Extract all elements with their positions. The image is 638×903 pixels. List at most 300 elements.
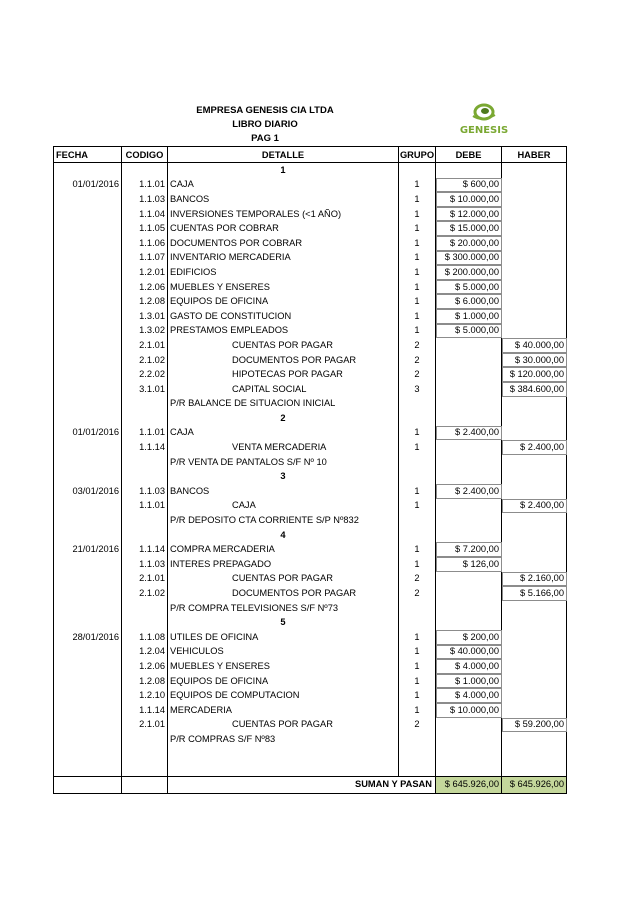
cell-debe: $ 5.000,00 bbox=[436, 280, 502, 295]
col-debe-header: DEBE bbox=[436, 147, 502, 163]
table-row bbox=[54, 353, 567, 368]
cell-debe: $ 200,00 bbox=[436, 630, 502, 645]
cell-haber bbox=[502, 207, 567, 222]
cell-debe: $ 4.000,00 bbox=[436, 659, 502, 674]
cell-detalle: PRESTAMOS EMPLEADOS bbox=[168, 324, 399, 339]
table-row bbox=[54, 426, 567, 441]
cell-haber bbox=[502, 411, 567, 426]
table-row bbox=[54, 586, 567, 601]
cell-grupo bbox=[399, 615, 436, 630]
cell-codigo bbox=[122, 761, 168, 776]
cell-fecha bbox=[54, 294, 122, 309]
cell-grupo bbox=[399, 163, 436, 178]
cell-fecha bbox=[54, 601, 122, 616]
cell-haber: $ 120.000,00 bbox=[502, 367, 567, 382]
cell-codigo bbox=[122, 513, 168, 528]
cell-fecha: 01/01/2016 bbox=[54, 178, 122, 193]
cell-grupo: 1 bbox=[399, 178, 436, 193]
cell-haber bbox=[502, 484, 567, 499]
cell-haber: $ 2.400,00 bbox=[502, 499, 567, 514]
entry-description-row bbox=[54, 601, 567, 616]
cell-grupo: 1 bbox=[399, 280, 436, 295]
cell-fecha bbox=[54, 674, 122, 689]
cell-fecha: 01/01/2016 bbox=[54, 426, 122, 441]
cell-debe: $ 1.000,00 bbox=[436, 674, 502, 689]
totals-fecha bbox=[54, 776, 122, 793]
cell-haber bbox=[502, 469, 567, 484]
cell-fecha bbox=[54, 732, 122, 747]
journal-table bbox=[53, 146, 567, 794]
cell-debe bbox=[436, 601, 502, 616]
cell-grupo: 2 bbox=[399, 367, 436, 382]
cell-debe: $ 600,00 bbox=[436, 178, 502, 193]
cell-haber: $ 5.166,00 bbox=[502, 586, 567, 601]
cell-codigo: 1.2.10 bbox=[122, 688, 168, 703]
cell-haber bbox=[502, 732, 567, 747]
cell-detalle: 5 bbox=[168, 615, 399, 630]
table-row bbox=[54, 557, 567, 572]
cell-debe bbox=[436, 747, 502, 762]
cell-debe bbox=[436, 455, 502, 470]
cell-debe bbox=[436, 732, 502, 747]
cell-haber: $ 384.600,00 bbox=[502, 382, 567, 397]
cell-detalle: CUENTAS POR COBRAR bbox=[168, 221, 399, 236]
cell-debe bbox=[436, 411, 502, 426]
cell-grupo: 1 bbox=[399, 703, 436, 718]
cell-fecha: 28/01/2016 bbox=[54, 630, 122, 645]
cell-detalle: 3 bbox=[168, 469, 399, 484]
cell-grupo: 1 bbox=[399, 265, 436, 280]
cell-detalle: P/R VENTA DE PANTALOS S/F Nº 10 bbox=[168, 455, 399, 470]
cell-grupo: 1 bbox=[399, 221, 436, 236]
cell-detalle: VEHICULOS bbox=[168, 645, 399, 660]
table-row bbox=[54, 207, 567, 222]
cell-haber bbox=[502, 251, 567, 266]
entry-number-row bbox=[54, 163, 567, 178]
cell-debe bbox=[436, 528, 502, 543]
cell-fecha bbox=[54, 221, 122, 236]
cell-codigo: 1.1.05 bbox=[122, 221, 168, 236]
cell-debe: $ 1.000,00 bbox=[436, 309, 502, 324]
cell-fecha bbox=[54, 324, 122, 339]
cell-debe bbox=[436, 718, 502, 733]
cell-haber bbox=[502, 236, 567, 251]
cell-detalle: BANCOS bbox=[168, 484, 399, 499]
cell-debe: $ 10.000,00 bbox=[436, 703, 502, 718]
cell-fecha bbox=[54, 615, 122, 630]
cell-haber bbox=[502, 455, 567, 470]
table-row bbox=[54, 484, 567, 499]
col-grupo-header: GRUPO bbox=[399, 147, 436, 163]
table-row bbox=[54, 367, 567, 382]
cell-debe: $ 5.000,00 bbox=[436, 324, 502, 339]
cell-haber bbox=[502, 513, 567, 528]
cell-grupo: 1 bbox=[399, 688, 436, 703]
table-row bbox=[54, 265, 567, 280]
cell-grupo bbox=[399, 513, 436, 528]
cell-grupo: 2 bbox=[399, 572, 436, 587]
table-row bbox=[54, 572, 567, 587]
cell-detalle: GASTO DE CONSTITUCION bbox=[168, 309, 399, 324]
cell-debe: $ 4.000,00 bbox=[436, 688, 502, 703]
cell-fecha bbox=[54, 688, 122, 703]
company-name: EMPRESA GENESIS CIA LTDA bbox=[196, 105, 334, 116]
entry-number-row bbox=[54, 411, 567, 426]
cell-fecha bbox=[54, 440, 122, 455]
table-row bbox=[54, 338, 567, 353]
cell-detalle: INVENTARIO MERCADERIA bbox=[168, 251, 399, 266]
col-detalle-header: DETALLE bbox=[168, 147, 399, 163]
cell-haber bbox=[502, 324, 567, 339]
cell-fecha bbox=[54, 265, 122, 280]
cell-debe bbox=[436, 499, 502, 514]
cell-detalle: EQUIPOS DE COMPUTACION bbox=[168, 688, 399, 703]
cell-detalle: DOCUMENTOS POR COBRAR bbox=[168, 236, 399, 251]
cell-haber: $ 30.000,00 bbox=[502, 353, 567, 368]
cell-debe bbox=[436, 761, 502, 776]
cell-haber bbox=[502, 265, 567, 280]
cell-detalle: EQUIPOS DE OFICINA bbox=[168, 294, 399, 309]
cell-fecha bbox=[54, 557, 122, 572]
cell-codigo bbox=[122, 615, 168, 630]
cell-haber bbox=[502, 163, 567, 178]
cell-debe: $ 7.200,00 bbox=[436, 542, 502, 557]
cell-haber bbox=[502, 178, 567, 193]
cell-grupo bbox=[399, 528, 436, 543]
cell-debe bbox=[436, 513, 502, 528]
cell-detalle: HIPOTECAS POR PAGAR bbox=[168, 367, 399, 382]
cell-fecha bbox=[54, 645, 122, 660]
cell-debe: $ 20.000,00 bbox=[436, 236, 502, 251]
cell-grupo: 1 bbox=[399, 324, 436, 339]
totals-codigo bbox=[122, 776, 168, 793]
cell-grupo: 1 bbox=[399, 499, 436, 514]
cell-debe bbox=[436, 615, 502, 630]
spacer-row bbox=[54, 761, 567, 776]
page-number: PAG 1 bbox=[251, 133, 279, 144]
cell-codigo: 2.1.01 bbox=[122, 718, 168, 733]
cell-grupo: 1 bbox=[399, 294, 436, 309]
cell-codigo: 1.2.08 bbox=[122, 674, 168, 689]
cell-haber bbox=[502, 294, 567, 309]
cell-fecha bbox=[54, 703, 122, 718]
cell-grupo bbox=[399, 411, 436, 426]
cell-detalle: MERCADERIA bbox=[168, 703, 399, 718]
entry-number-row bbox=[54, 615, 567, 630]
cell-fecha bbox=[54, 207, 122, 222]
cell-fecha bbox=[54, 236, 122, 251]
cell-debe: $ 126,00 bbox=[436, 557, 502, 572]
cell-detalle: P/R BALANCE DE SITUACION INICIAL bbox=[168, 397, 399, 412]
table-row bbox=[54, 221, 567, 236]
cell-fecha bbox=[54, 397, 122, 412]
cell-fecha bbox=[54, 747, 122, 762]
cell-haber bbox=[502, 397, 567, 412]
cell-detalle: MUEBLES Y ENSERES bbox=[168, 280, 399, 295]
table-row bbox=[54, 192, 567, 207]
cell-fecha: 21/01/2016 bbox=[54, 542, 122, 557]
cell-codigo: 3.1.01 bbox=[122, 382, 168, 397]
cell-codigo: 2.2.02 bbox=[122, 367, 168, 382]
cell-detalle: P/R COMPRAS S/F Nº83 bbox=[168, 732, 399, 747]
cell-debe: $ 12.000,00 bbox=[436, 207, 502, 222]
cell-grupo bbox=[399, 747, 436, 762]
col-fecha-header: FECHA bbox=[54, 147, 122, 163]
cell-grupo: 1 bbox=[399, 440, 436, 455]
cell-haber bbox=[502, 309, 567, 324]
cell-debe bbox=[436, 586, 502, 601]
cell-fecha bbox=[54, 499, 122, 514]
cell-debe: $ 300.000,00 bbox=[436, 251, 502, 266]
cell-codigo: 1.2.06 bbox=[122, 280, 168, 295]
genesis-swirl-icon bbox=[452, 102, 516, 140]
cell-grupo: 1 bbox=[399, 674, 436, 689]
totals-label: SUMAN Y PASAN bbox=[168, 776, 436, 793]
cell-debe: $ 10.000,00 bbox=[436, 192, 502, 207]
journal-body bbox=[54, 163, 567, 777]
cell-haber bbox=[502, 280, 567, 295]
total-haber: $ 645.926,00 bbox=[502, 776, 567, 793]
cell-fecha bbox=[54, 280, 122, 295]
cell-fecha bbox=[54, 572, 122, 587]
cell-grupo: 1 bbox=[399, 484, 436, 499]
cell-detalle: CUENTAS POR PAGAR bbox=[168, 718, 399, 733]
cell-haber bbox=[502, 601, 567, 616]
cell-fecha bbox=[54, 251, 122, 266]
cell-codigo: 1.2.01 bbox=[122, 265, 168, 280]
totals-row bbox=[54, 776, 567, 793]
col-haber-header: HABER bbox=[502, 147, 567, 163]
cell-debe: $ 200.000,00 bbox=[436, 265, 502, 280]
cell-codigo bbox=[122, 455, 168, 470]
table-row bbox=[54, 251, 567, 266]
cell-fecha bbox=[54, 353, 122, 368]
cell-haber bbox=[502, 659, 567, 674]
cell-codigo: 1.3.02 bbox=[122, 324, 168, 339]
cell-codigo: 1.1.08 bbox=[122, 630, 168, 645]
cell-codigo bbox=[122, 528, 168, 543]
cell-haber bbox=[502, 688, 567, 703]
cell-codigo bbox=[122, 601, 168, 616]
cell-codigo bbox=[122, 397, 168, 412]
cell-codigo: 2.1.01 bbox=[122, 572, 168, 587]
cell-fecha bbox=[54, 718, 122, 733]
cell-detalle: UTILES DE OFICINA bbox=[168, 630, 399, 645]
cell-codigo: 1.1.14 bbox=[122, 542, 168, 557]
cell-grupo: 1 bbox=[399, 645, 436, 660]
cell-grupo: 1 bbox=[399, 426, 436, 441]
book-title: LIBRO DIARIO bbox=[232, 119, 298, 130]
cell-fecha bbox=[54, 309, 122, 324]
cell-debe bbox=[436, 382, 502, 397]
cell-grupo: 2 bbox=[399, 586, 436, 601]
cell-grupo bbox=[399, 469, 436, 484]
cell-debe bbox=[436, 353, 502, 368]
cell-detalle: CUENTAS POR PAGAR bbox=[168, 338, 399, 353]
table-row bbox=[54, 382, 567, 397]
cell-codigo bbox=[122, 469, 168, 484]
cell-detalle: VENTA MERCADERIA bbox=[168, 440, 399, 455]
cell-codigo: 2.1.01 bbox=[122, 338, 168, 353]
genesis-logo bbox=[452, 102, 516, 140]
cell-detalle bbox=[168, 747, 399, 762]
cell-haber: $ 59.200,00 bbox=[502, 718, 567, 733]
cell-codigo: 1.1.04 bbox=[122, 207, 168, 222]
spacer-row bbox=[54, 747, 567, 762]
cell-codigo: 1.2.08 bbox=[122, 294, 168, 309]
cell-grupo: 1 bbox=[399, 659, 436, 674]
cell-fecha bbox=[54, 513, 122, 528]
cell-haber bbox=[502, 557, 567, 572]
cell-codigo: 1.1.01 bbox=[122, 426, 168, 441]
table-row bbox=[54, 294, 567, 309]
cell-fecha bbox=[54, 192, 122, 207]
cell-haber bbox=[502, 761, 567, 776]
cell-debe bbox=[436, 469, 502, 484]
entry-description-row bbox=[54, 455, 567, 470]
cell-fecha bbox=[54, 528, 122, 543]
cell-debe bbox=[436, 440, 502, 455]
cell-debe bbox=[436, 572, 502, 587]
cell-codigo: 1.3.01 bbox=[122, 309, 168, 324]
cell-detalle: DOCUMENTOS POR PAGAR bbox=[168, 586, 399, 601]
table-row bbox=[54, 309, 567, 324]
cell-grupo: 1 bbox=[399, 309, 436, 324]
cell-codigo: 1.2.04 bbox=[122, 645, 168, 660]
table-row bbox=[54, 542, 567, 557]
cell-grupo: 2 bbox=[399, 353, 436, 368]
table-row bbox=[54, 718, 567, 733]
cell-fecha bbox=[54, 411, 122, 426]
cell-fecha bbox=[54, 163, 122, 178]
cell-detalle: 4 bbox=[168, 528, 399, 543]
cell-codigo: 1.2.06 bbox=[122, 659, 168, 674]
cell-debe bbox=[436, 338, 502, 353]
cell-haber: $ 40.000,00 bbox=[502, 338, 567, 353]
cell-detalle: P/R DEPOSITO CTA CORRIENTE S/P Nº832 bbox=[168, 513, 399, 528]
cell-grupo: 1 bbox=[399, 207, 436, 222]
cell-debe: $ 2.400,00 bbox=[436, 484, 502, 499]
cell-codigo: 1.1.14 bbox=[122, 440, 168, 455]
cell-grupo bbox=[399, 732, 436, 747]
total-debe: $ 645.926,00 bbox=[436, 776, 502, 793]
cell-haber bbox=[502, 615, 567, 630]
cell-debe: $ 2.400,00 bbox=[436, 426, 502, 441]
cell-haber bbox=[502, 542, 567, 557]
cell-codigo bbox=[122, 411, 168, 426]
cell-codigo: 1.1.01 bbox=[122, 178, 168, 193]
cell-grupo bbox=[399, 761, 436, 776]
col-codigo-header: CODIGO bbox=[122, 147, 168, 163]
cell-grupo: 3 bbox=[399, 382, 436, 397]
entry-number-row bbox=[54, 469, 567, 484]
table-row bbox=[54, 440, 567, 455]
cell-debe: $ 6.000,00 bbox=[436, 294, 502, 309]
entry-description-row bbox=[54, 513, 567, 528]
cell-fecha bbox=[54, 367, 122, 382]
cell-fecha bbox=[54, 382, 122, 397]
cell-grupo bbox=[399, 455, 436, 470]
cell-detalle: CAJA bbox=[168, 426, 399, 441]
table-row bbox=[54, 324, 567, 339]
cell-codigo: 1.1.01 bbox=[122, 499, 168, 514]
cell-haber bbox=[502, 426, 567, 441]
cell-grupo bbox=[399, 601, 436, 616]
cell-codigo: 1.1.07 bbox=[122, 251, 168, 266]
cell-haber bbox=[502, 747, 567, 762]
cell-grupo: 1 bbox=[399, 236, 436, 251]
cell-grupo: 1 bbox=[399, 542, 436, 557]
cell-fecha: 03/01/2016 bbox=[54, 484, 122, 499]
table-row bbox=[54, 659, 567, 674]
logo-text: GENESIS bbox=[459, 125, 509, 136]
cell-detalle bbox=[168, 761, 399, 776]
cell-detalle: INVERSIONES TEMPORALES (<1 AÑO) bbox=[168, 207, 399, 222]
cell-haber bbox=[502, 192, 567, 207]
entry-number-row bbox=[54, 528, 567, 543]
cell-grupo: 1 bbox=[399, 557, 436, 572]
cell-fecha bbox=[54, 659, 122, 674]
table-row bbox=[54, 674, 567, 689]
cell-haber: $ 2.400,00 bbox=[502, 440, 567, 455]
cell-detalle: P/R COMPRA TELEVISIONES S/F Nº73 bbox=[168, 601, 399, 616]
cell-grupo: 1 bbox=[399, 192, 436, 207]
cell-codigo: 2.1.02 bbox=[122, 353, 168, 368]
cell-codigo: 1.1.14 bbox=[122, 703, 168, 718]
cell-codigo: 1.1.03 bbox=[122, 484, 168, 499]
cell-detalle: INTERES PREPAGADO bbox=[168, 557, 399, 572]
cell-detalle: 1 bbox=[168, 163, 399, 178]
cell-codigo: 1.1.06 bbox=[122, 236, 168, 251]
cell-grupo bbox=[399, 397, 436, 412]
cell-debe: $ 40.000,00 bbox=[436, 645, 502, 660]
cell-haber bbox=[502, 645, 567, 660]
header-row bbox=[54, 147, 567, 163]
entry-description-row bbox=[54, 397, 567, 412]
table-row bbox=[54, 703, 567, 718]
cell-haber bbox=[502, 674, 567, 689]
cell-codigo bbox=[122, 732, 168, 747]
cell-grupo: 2 bbox=[399, 338, 436, 353]
table-row bbox=[54, 280, 567, 295]
cell-debe bbox=[436, 367, 502, 382]
cell-fecha bbox=[54, 761, 122, 776]
cell-codigo bbox=[122, 747, 168, 762]
cell-fecha bbox=[54, 338, 122, 353]
cell-fecha bbox=[54, 469, 122, 484]
cell-detalle: CAJA bbox=[168, 178, 399, 193]
cell-fecha bbox=[54, 586, 122, 601]
table-row bbox=[54, 178, 567, 193]
cell-detalle: 2 bbox=[168, 411, 399, 426]
cell-detalle: CAPITAL SOCIAL bbox=[168, 382, 399, 397]
cell-detalle: MUEBLES Y ENSERES bbox=[168, 659, 399, 674]
cell-codigo: 1.1.03 bbox=[122, 557, 168, 572]
cell-detalle: COMPRA MERCADERIA bbox=[168, 542, 399, 557]
cell-detalle: EQUIPOS DE OFICINA bbox=[168, 674, 399, 689]
table-row bbox=[54, 688, 567, 703]
cell-haber: $ 2.160,00 bbox=[502, 572, 567, 587]
cell-fecha bbox=[54, 455, 122, 470]
table-row bbox=[54, 645, 567, 660]
cell-codigo: 2.1.02 bbox=[122, 586, 168, 601]
cell-haber bbox=[502, 703, 567, 718]
cell-detalle: CAJA bbox=[168, 499, 399, 514]
cell-debe bbox=[436, 163, 502, 178]
cell-haber bbox=[502, 221, 567, 236]
table-row bbox=[54, 236, 567, 251]
cell-debe bbox=[436, 397, 502, 412]
